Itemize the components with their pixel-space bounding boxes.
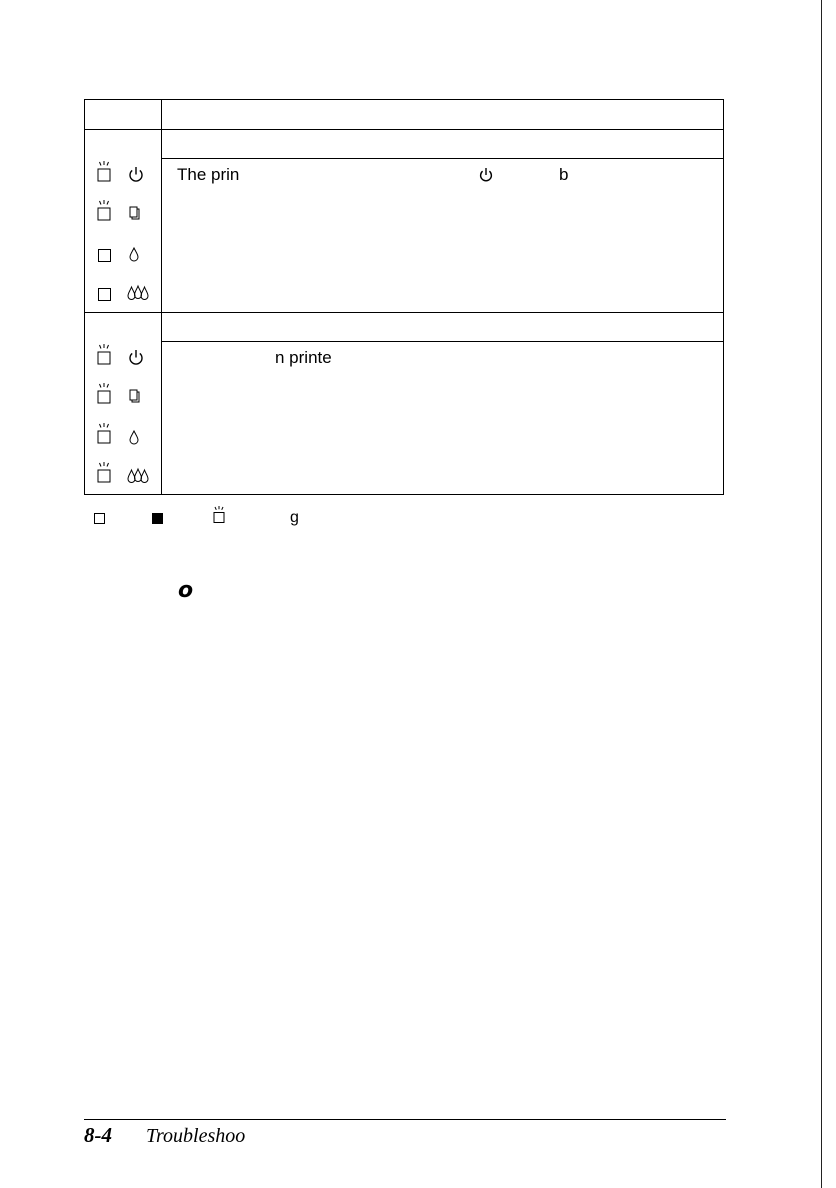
section1-message-suffix: b (559, 165, 569, 184)
section1-title-rule (161, 158, 723, 159)
page-number: 8-4 (84, 1123, 112, 1147)
paper-icon (129, 389, 141, 403)
off-light-icon (98, 249, 111, 262)
flashing-light-icon (97, 383, 111, 405)
flashing-light-icon (97, 344, 111, 366)
section1-message-prefix: The prin (177, 165, 240, 184)
power-icon (479, 167, 493, 183)
section2-message: n printe (275, 348, 332, 367)
footer-rule (84, 1119, 726, 1120)
table-header-rule (85, 129, 723, 130)
flashing-light-icon (97, 423, 111, 445)
power-icon (128, 166, 144, 183)
section2-title-rule (161, 341, 723, 342)
flashing-light-icon (213, 506, 225, 524)
off-light-icon (98, 288, 111, 301)
power-icon (128, 349, 144, 366)
ink-drop-icon (129, 247, 139, 262)
status-light-table (84, 99, 724, 495)
off-light-icon (94, 513, 105, 524)
legend-text: g (290, 509, 299, 526)
flashing-light-icon (97, 200, 111, 222)
flashing-light-icon (97, 462, 111, 484)
color-ink-icon (127, 468, 149, 484)
flashing-light-icon (97, 161, 111, 183)
ink-drop-icon (129, 430, 139, 445)
section-divider-rule (85, 312, 723, 313)
page-edge-line (821, 0, 822, 1188)
on-light-icon (152, 513, 163, 524)
section-heading-fragment: o (178, 578, 194, 603)
paper-icon (129, 206, 141, 220)
color-ink-icon (127, 285, 149, 301)
table-column-divider (161, 100, 162, 494)
footer-chapter-title: Troubleshoo (146, 1125, 246, 1147)
